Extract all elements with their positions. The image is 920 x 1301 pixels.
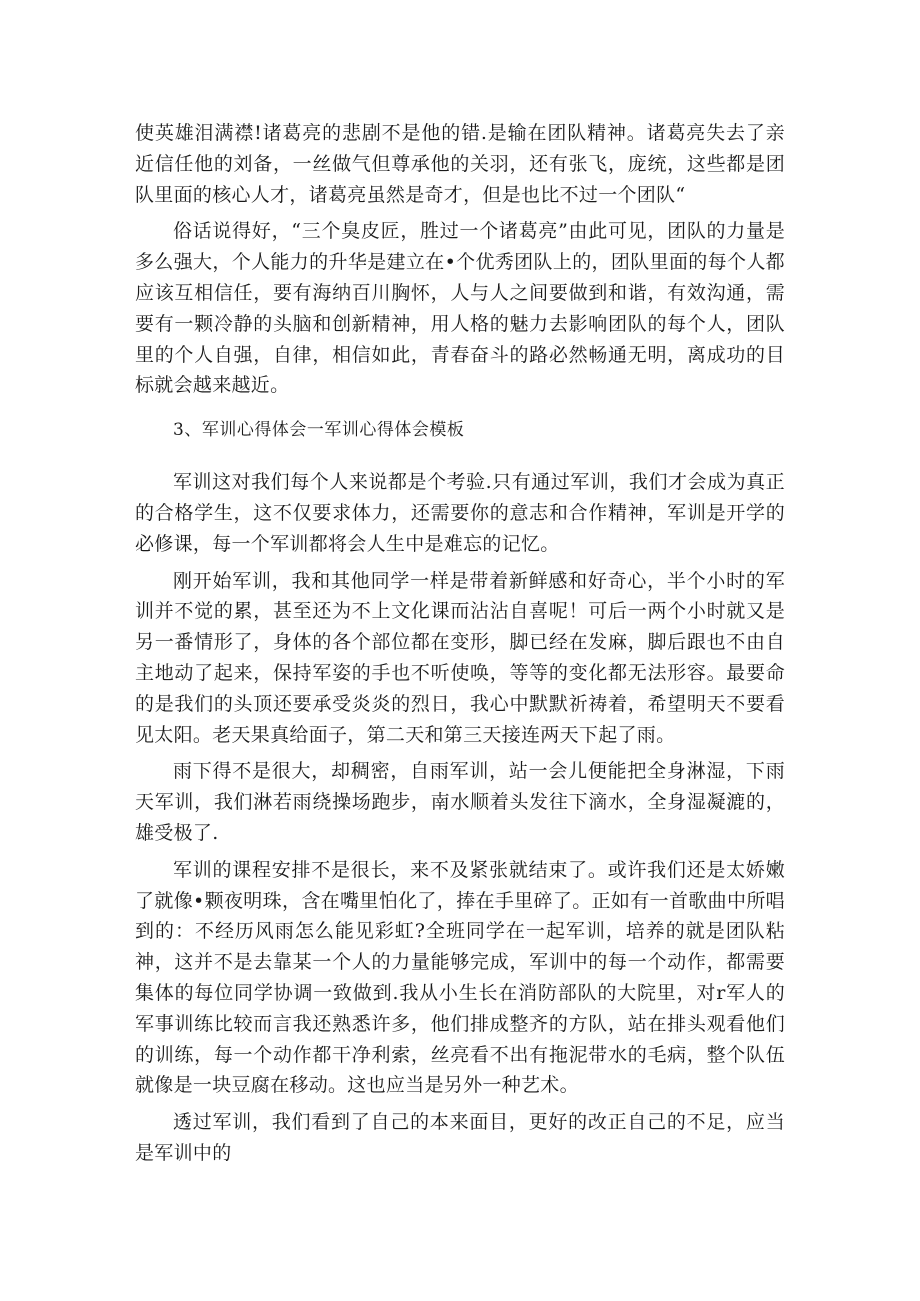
paragraph-start-training: 刚开始军训，我和其他同学一样是带着新鲜感和好奇心，半个小时的军训并不觉的累，甚至还为不上文化课而沾沾自喜呢！可后一两个小时就又是另一番情形了，身体的各个部位都在变形，脚已经在发麻，脚后跟也不由自主地动了起来，保持军姿的手也不听使唤，等等的变化都无法形容。最要命的是我们的头顶还要承受炎炎的烈日，我心中默默祈祷着，希望明天不要看见太阳。老天果真给面子，第二天和第三天接连两天下起了雨。: [135, 569, 785, 746]
paragraph-rain: 雨下得不是很大，却稠密，自雨军训，站一会儿便能把全身淋湿，下雨天军训，我们淋若雨绕操场跑步，南水顺着头发往下滴水，全身湿凝漉的，雄受极了.: [135, 760, 785, 844]
section-heading: 3、军训心得体会一军训心得体会模板: [173, 420, 465, 441]
paragraph-proverb: 俗话说得好，“三个臭皮匠，胜过一个诸葛亮”由此可见，团队的力量是多么强大，个人能力的升华是建立在•个优秀团队上的，团队里面的每个人都应该互相信任，要有海纳百川胸怀，人与人之间要做到和谐，有效沟通，需要有一颗冷静的头脑和创新精神，用人格的魅力去影响团队的每个人，团队里的个人自强，自律，相信如此，青春奋斗的路必然畅通无明，离成功的目标就会越来越近。: [135, 220, 785, 397]
paragraph-conclusion: 透过军训，我们看到了自己的本来面目，更好的改正自己的不足，应当是军训中的: [135, 1111, 785, 1164]
paragraph-continuation: 使英雄泪满襟!诸葛亮的悲剧不是他的错.是输在团队精神。诸葛亮失去了亲近信任他的刘备，一丝做气但尊承他的关羽，还有张飞，庞统，这些都是团队里面的核心人才，诸葛亮虽然是奇才，但是也比不过一个团队“: [135, 122, 785, 206]
document-body: [135, 118, 785, 1169]
paragraph-intro: 军训这对我们每个人来说都是个考验.只有通过军训，我们才会成为真正的合格学生，这不仅要求体力，还需要你的意志和合作精神，军训是开学的必修课，每一个军训都将会人生中是难忘的记忆。: [135, 471, 785, 555]
paragraph-course: 军训的课程安排不是很长，来不及紧张就结束了。或许我们还是太娇嫩了就像•颗夜明珠，含在嘴里怕化了，捧在手里碎了。正如有一首歌曲中所唱到的：不经历风雨怎么能见彩虹?全班同学在一起军训，培养的就是团队粘神，这并不是去靠某一个人的力量能够完成，军训中的每一个动作，都需要集体的每位同学协调一致做到.我从小生长在消防部队的大院里，对r军人的军事训练比较而言我还熟悉许多，他们排成整齐的方队，站在排头观看他们的训练，每一个动作都干净利索，丝亮看不出有拖泥带水的毛病，整个队伍就像是一块豆腐在移动。这也应当是另外一种艺术。: [135, 858, 785, 1097]
